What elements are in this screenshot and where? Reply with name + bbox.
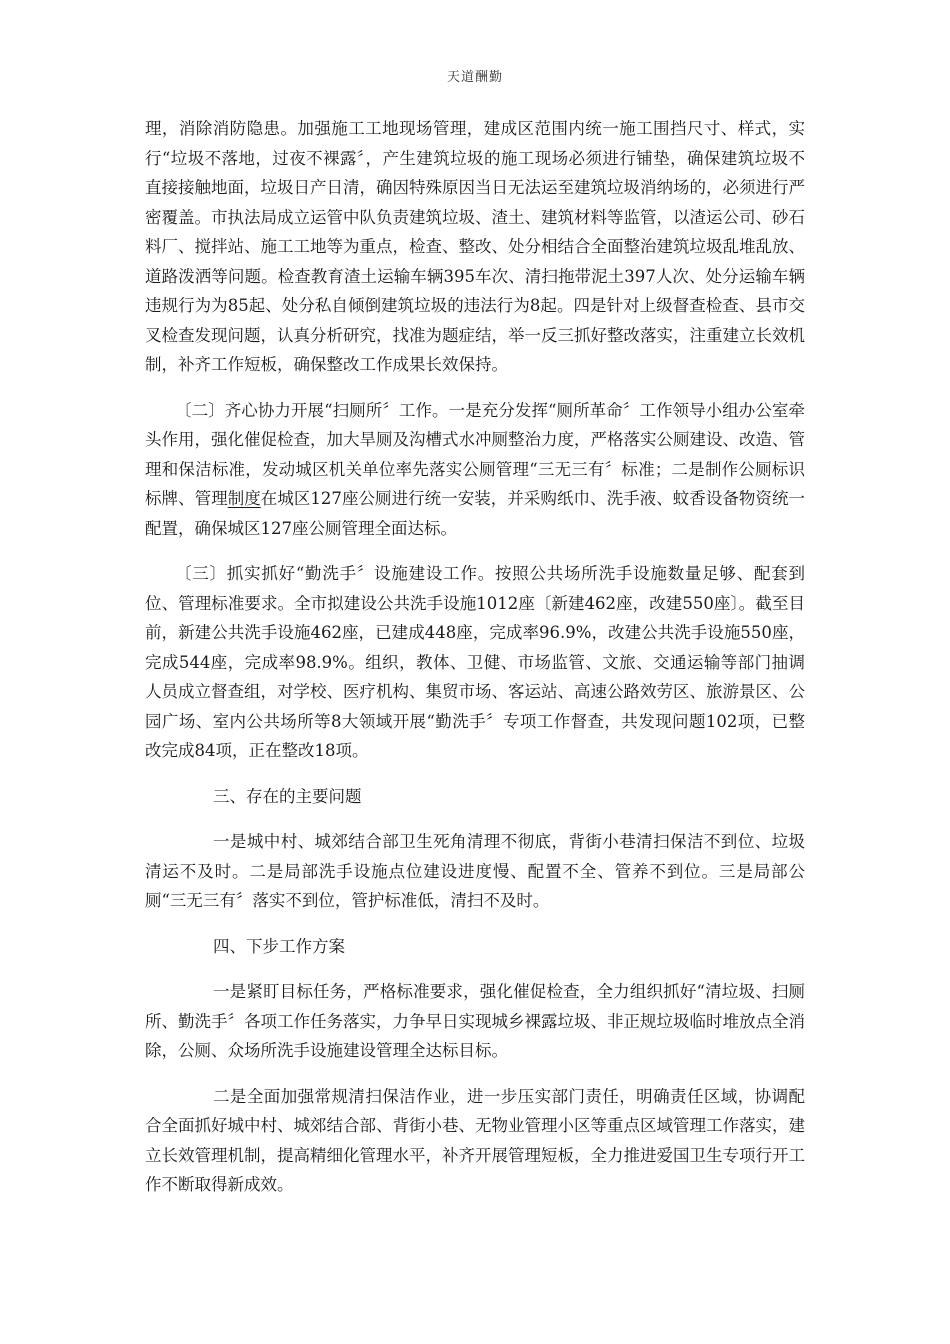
- underlined-term: 制度: [227, 489, 261, 508]
- section-heading-problems: 三、存在的主要问题: [213, 786, 362, 806]
- paragraph-handwashing-work: 〔三〕抓实抓好“勤洗手〞设施建设工作。按照公共场所洗手设施数量足够、配套到位、管理标准要求。全市拟建设公共洗手设施1012座〔新建462座，改建550座〕。截至目前，新建公共洗手设施462座，已建成448座，完成率96.9%，改建公共洗手设施550座，完成544座，完成率98.9%。组织，教体、卫健、市场监管、文旅、交通运输等部门抽调人员成立督查组，对学校、医疗机构、集贸市场、客运站、高速公路效劳区、旅游景区、公园广场、室内公共场所等8大领域开展“勤洗手〞专项工作督查，共发现问题102项，已整改完成84项，正在整改18项。: [145, 564, 805, 760]
- paragraph-next-step-one: 一是紧盯目标任务，严格标准要求，强化催促检查，全力组织抓好“清垃圾、扫厕所、勤洗手〞各项工作任务落实，力争早日实现城乡裸露垃圾、非正规垃圾临时堆放点全消除，公厕、众场所洗手设施建设管理全达标目标。: [145, 982, 805, 1060]
- paragraph-problems: 一是城中村、城郊结合部卫生死角清理不彻底，背街小巷清扫保洁不到位、垃圾清运不及时。二是局部洗手设施点位建设进度慢、配置不全、管养不到位。三是局部公厕“三无三有〞落实不到位，管护标准低，清扫不及时。: [145, 832, 805, 910]
- paragraph-toilet-text-before: 〔二〕齐心协力开展“扫厕所〞工作。一是充分发挥“厕所革命〞工作领导小组办公室牵头作用，强化催促检查，加大旱厕及沟槽式水冲厕整治力度，严格落实公厕建设、改造、管理和保洁标准，发动城区机关单位率先落实公厕管理“三无三有〞标准；二是制作公厕标识标牌、管理: [145, 400, 805, 508]
- paragraph-continued: 理，消除消防隐患。加强施工工地现场管理，建成区范围内统一施工围挡尺寸、样式，实行“垃圾不落地，过夜不裸露〞，产生建筑垃圾的施工现场必须进行铺垫，确保建筑垃圾不直接接触地面，垃圾日产日清，确因特殊原因当日无法运至建筑垃圾消纳场的，必须进行严密覆盖。市执法局成立运管中队负责建筑垃圾、渣土、建筑材料等监管，以渣运公司、砂石料厂、搅拌站、施工工地等为重点，检查、整改、处分相结合全面整治建筑垃圾乱堆乱放、道路泼洒等问题。检查教育渣土运输车辆395车次、清扫拖带泥土397人次、处分运输车辆违规行为为85起、处分私自倾倒建筑垃圾的违法行为8起。四是针对上级督查检查、县市交叉检查发现问题，认真分析研究，找准为题症结，举一反三抓好整改落实，注重建立长效机制，补齐工作短板，确保整改工作成果长效保持。: [145, 119, 805, 374]
- paragraph-toilet-work: [145, 396, 805, 544]
- document-body: [145, 114, 805, 1200]
- section-heading-next-steps: 四、下步工作方案: [213, 936, 345, 956]
- paragraph-toilet-text-after: 在城区127座公厕进行统一安装，并采购纸巾、洗手液、蚊香设备物资统一配置，确保城区127座公厕管理全面达标。: [145, 489, 806, 538]
- page-header: 天道酬勤: [446, 70, 503, 85]
- paragraph-next-step-two: 二是全面加强常规清扫保洁作业，进一步压实部门责任，明确责任区域，协调配合全面抓好城中村、城郊结合部、背街小巷、无物业管理小区等重点区域管理工作落实，建立长效管理机制，提高精细化管理水平，补齐开展管理短板，全力推进爱国卫生专项行开工作不断取得新成效。: [145, 1086, 805, 1194]
